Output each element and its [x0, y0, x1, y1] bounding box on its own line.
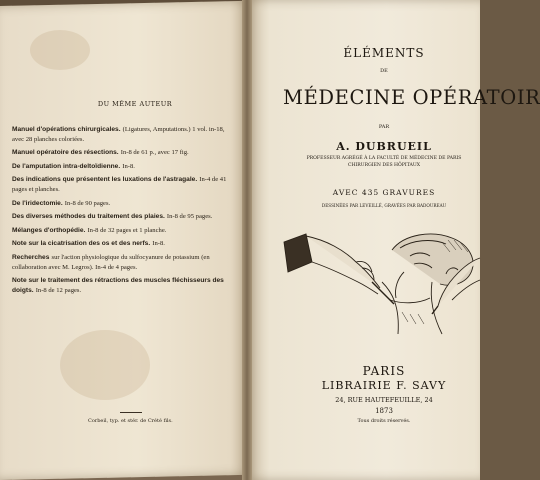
- list-item: [12, 253, 234, 272]
- work-details: In-8 de 90 pages.: [64, 199, 111, 207]
- work-title: Recherches: [12, 253, 50, 261]
- rights-notice: Tous droits réservés.: [357, 418, 411, 424]
- work-title: Des indications que présentent les luxations de l'astragale.: [12, 176, 198, 184]
- work-title: Des diverses méthodes du traitement des plaies.: [12, 213, 165, 221]
- book-title: MÉDECINE OPÉRATOIR: [283, 86, 540, 109]
- list-item: [12, 199, 234, 209]
- list-item: [12, 125, 234, 144]
- work-details: In-8 de 95 pages.: [166, 213, 213, 221]
- divider: [120, 412, 142, 413]
- paper-stain: [60, 330, 150, 400]
- printer-imprint: Corbeil, typ. et stér. de Crété fils.: [88, 418, 173, 424]
- work-title: Mélanges d'orthopédie.: [12, 226, 86, 234]
- work-title: Manuel d'opérations chirurgicales.: [12, 126, 121, 133]
- paper-stain: [30, 30, 90, 70]
- work-details: In-8 de 12 pages.: [35, 286, 82, 294]
- title-par: PAR: [378, 124, 390, 130]
- work-details: In-8.: [122, 162, 135, 170]
- work-title: Note sur le traitement des rétractions des muscles fléchisseurs des doigts.: [12, 277, 224, 294]
- title-elements: ÉLÉMENTS: [343, 46, 425, 60]
- publisher-name: LIBRAIRIE F. SAVY: [321, 379, 447, 392]
- work-title: Manuel opératoire des résections.: [12, 149, 119, 157]
- publication-city: PARIS: [362, 364, 406, 378]
- author-name: A. DUBRUEIL: [336, 140, 432, 153]
- works-list: [12, 125, 234, 299]
- work-details: sur l'action physiologique du sulfocyanure de potassium (en collaboration avec M. Legros). In-4 de 4 pages.: [12, 253, 210, 271]
- works-heading: DU MÊME AUTEUR: [97, 100, 173, 108]
- illustrations-note: AVEC 435 GRAVURES: [332, 188, 436, 197]
- work-details: In-8.: [152, 240, 165, 248]
- list-item: [12, 175, 234, 194]
- list-item: [12, 226, 234, 236]
- publisher-address: 24, RUE HAUTEFEUILLE, 24: [335, 396, 433, 404]
- work-details: In-8 de 32 pages et 1 planche.: [87, 226, 167, 234]
- work-details: In-4 de 41 pages et planches.: [12, 176, 227, 193]
- list-item: [12, 239, 234, 249]
- author-credential: PROFESSEUR AGRÉGÉ À LA FACULTÉ DE MÉDECINE DE PARIS: [306, 156, 462, 161]
- publication-year: 1873: [375, 407, 393, 415]
- list-item: [12, 148, 234, 158]
- author-credential: CHIRURGIEN DES HÔPITAUX: [347, 163, 421, 168]
- work-title: Note sur la cicatrisation des os et des nerfs.: [12, 240, 151, 248]
- list-item: [12, 212, 234, 222]
- surgical-engraving: [282, 222, 480, 334]
- list-item: [12, 162, 234, 172]
- illustrators-note: DESSINÉES PAR LEVEILLÉ, GRAVÉES PAR BADOUREAU: [321, 203, 447, 208]
- title-de: DE: [380, 68, 388, 74]
- list-item: [12, 276, 234, 295]
- work-details: In-8 de 61 p., avec 17 fig.: [120, 149, 189, 157]
- work-title: De l'amputation intra-deltoïdienne.: [12, 162, 121, 170]
- work-title: De l'iridectomie.: [12, 199, 63, 207]
- work-details: (Ligatures, Amputations.) 1 vol. in-18, avec 28 planches coloriées.: [12, 126, 225, 143]
